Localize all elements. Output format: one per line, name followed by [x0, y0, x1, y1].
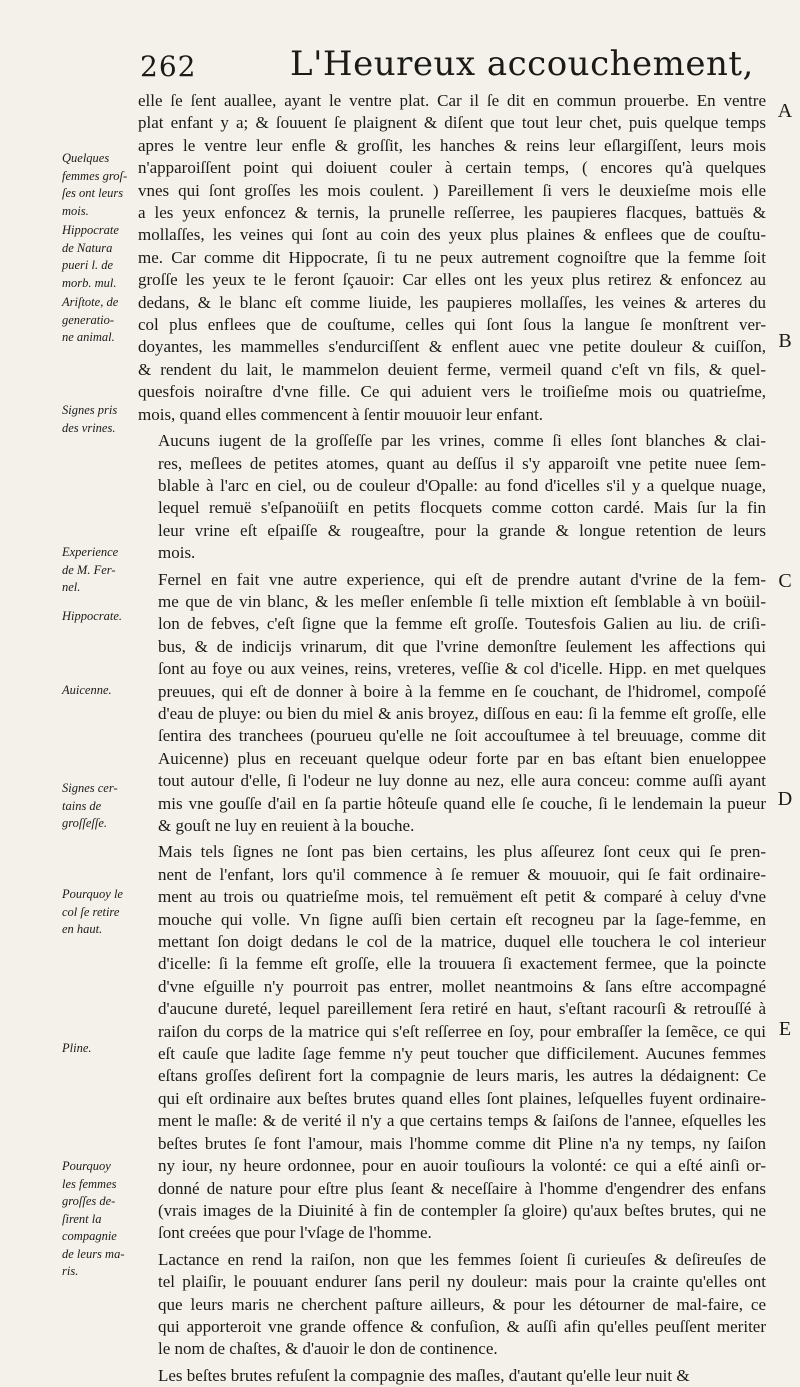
page-number: 262 — [140, 50, 197, 83]
text-line: mollaſſes, les veines qui ſont au coin des yeux plus plaines & enflees que de couſtu- — [138, 225, 766, 245]
margin-note: Pourquoy les femmes groſſes de- ſirent la compagnie de leurs ma- ris. — [62, 1159, 125, 1278]
text-line: res, meſlees de petites atomes, quant au deſſus il s'y apparoiſt vne petite nuee ſem- — [158, 453, 766, 473]
paragraph — [138, 569, 766, 838]
paragraph — [138, 1249, 766, 1361]
text-line: mettant ſon doigt dedans le col de la matrice, duquel elle touchera le col interieur — [158, 932, 766, 952]
text-line: le nom de chaſtes, & d'auoir le don de continence. — [158, 1339, 498, 1359]
text-line: quesfois noiraſtre d'vne fille. Ce qui aduient vers le troiſieſme mois ou quatrieſme, — [138, 382, 766, 402]
side-letter: A — [777, 100, 793, 122]
side-letter: C — [778, 570, 792, 592]
margin-note: Pline. — [62, 1041, 92, 1055]
text-line: d'eau de pluye: ou bien du miel & anis broyez, diſſous en eau: ſi la femme eſt groſſe, elle — [158, 703, 766, 723]
margin-note: Ariſtote, de generatio- ne animal. — [62, 295, 119, 344]
text-line: Aucuns iugent de la groſſeſſe par les vrines, comme ſi elles ſont blanches & clai- — [158, 431, 766, 451]
margin-note: Pourquoy le col ſe retire en haut. — [62, 887, 123, 936]
text-line: ny iour, ny heure ordonnee, pour en auoir touſiours la volonté: ce qui a eſté ainſi or- — [158, 1156, 766, 1176]
text-line: ſentira des tranchees (pourueu qu'elle ne ſoit accouſtumee à tel breuuage, comme dit — [158, 726, 766, 746]
page-header — [140, 44, 760, 86]
text-line: lequel remuë s'eſpanoüiſt en petits flocquets comme cotton cardé. Mais ſur la fin — [158, 498, 766, 518]
text-line: mois, quand elles commencent à ſentir mouuoir leur enfant. — [138, 404, 544, 424]
text-line: qui eſt ordinaire aux beſtes brutes quand elles ſont plaines, leſquelles fuyent ordinaire- — [158, 1088, 766, 1108]
text-line: groſſe les yeux te le feront ſçauoir: Car elles ont les yeux plus retirez & enfoncez au — [138, 270, 766, 290]
text-line: qui apporteroit vne grande offence & confuſion, & auſſi afin qu'elles peuſſent meriter — [158, 1316, 766, 1336]
text-line: Les beſtes brutes refuſent la compagnie des maſles, d'autant qu'elle leur nuit & — [158, 1365, 690, 1385]
text-line: preuues, qui eſt de donner à boire à la femme en ſe couchant, de l'hidromel, compoſé — [158, 681, 766, 701]
text-line: vnes qui ſont groſſes les mois coulent. ) Pareillement ſi vers le deuxieſme mois elle — [138, 180, 766, 200]
text-line: n'apparoiſſent point qui doiuent couler à certain temps, ( encores qu'à quelques — [138, 158, 766, 178]
text-line: que leurs maris ne cherchent paſture ailleurs, & pour les détourner de mal-faire, ce — [158, 1294, 766, 1314]
text-line: ſont creées que pour l'vſage de l'homme. — [158, 1223, 432, 1243]
text-line: ment au trois ou quatrieſme mois, tel remuëment eſt petit & comparé à celuy d'vne — [158, 887, 766, 907]
side-letter: E — [778, 1018, 792, 1040]
margin-note: Hippocrate. — [62, 609, 123, 623]
body-text — [138, 90, 766, 1387]
text-line: raiſon du corps de la matrice qui s'eſt reſſerree en ſoy, pour embraſſer la ſemẽce, ce qui — [158, 1021, 766, 1041]
text-line: mois. — [158, 543, 196, 563]
text-line: nent de l'enfant, lors qu'il commence à ſe remuer & mouuoir, qui ſe fait ordinaire- — [158, 864, 766, 884]
text-line: eſtans groſſes deſirent fort la compagnie de leurs maris, les autres la dédaignent: Ce — [158, 1066, 766, 1086]
text-line: blable à l'arc en ciel, ou de couleur d'Opalle: au fond d'icelles s'il y a quelque nuage, — [158, 475, 766, 495]
text-line: donné de nature pour eſtre plus ſeant & neceſſaire à l'homme d'engendrer des enfans — [158, 1178, 766, 1198]
text-line: dedans, & le blanc eſt comme liuide, les paupieres mollaſſes, les veines & arteres du — [138, 292, 766, 312]
text-line: elle ſe ſent auallee, ayant le ventre plat. Car il ſe dit en commun prouerbe. En ventre — [138, 91, 766, 110]
text-line: me que de vin blanc, & les meſler enſemble ſi telle mixtion eſt ſemblable à vn boüil- — [158, 591, 766, 611]
text-line: leur vrine eſt eſpaiſſe & rougeaſtre, pour la grande & longue retention de leurs — [158, 520, 766, 540]
text-line: doyantes, les mammelles s'endurciſſent & enflent auec vne petite douleur & cuiſſon, — [138, 337, 766, 357]
margin-note: Signes pris des vrines. — [62, 403, 118, 435]
text-line: Auicenne) plus en receuant quelque odeur forte par en bas eſtant bien enueloppee — [158, 748, 766, 768]
margin-note: Hippocrate de Natura pueri l. de morb. mul. — [62, 223, 119, 290]
text-line: plat enfant y a; & ſouuent ſe plaignent & diſent que tout leur chet, puis quelque temps — [138, 113, 766, 133]
text-line: ſont au foye ou aux veines, reins, vreteres, veſſie & col d'icelle. Hipp. en met quelques — [158, 659, 766, 679]
text-line: Lactance en rend la raiſon, non que les femmes ſoient ſi curieuſes & deſireuſes de — [158, 1249, 766, 1269]
paragraph — [138, 90, 766, 426]
text-line: (vrais images de la Diuinité à fin de contempler ſa gloire) qu'aux beſtes brutes, qui ne — [158, 1200, 766, 1220]
text-line: ment le maſle: & de verité il n'y a que certains temps & ſaiſons de l'annee, eſquelles les — [158, 1111, 766, 1131]
text-line: eſt cauſe que ladite ſage femme n'y peut toucher que difficilement. Aucunes femmes — [158, 1044, 766, 1064]
text-line: mis vne gouſſe d'ail en ſa partie hôteuſe quand elle ſe couche, ſi le lendemain la pueur — [158, 793, 766, 813]
text-line: Mais tels ſignes ne ſont pas bien certains, les plus aſſeurez ſont ceux qui ſe pren- — [158, 842, 766, 862]
text-line: mouche qui volle. Vn ſigne auſſi bien certain eſt recogneu par la ſage-femme, en — [158, 909, 766, 929]
text-line: tel plaiſir, le pouuant endurer ſans peril ny douleur: mais pour la crainte qu'elles ont — [158, 1272, 766, 1292]
text-line: bus, & de indicijs vrinarum, dit que l'vrine demonſtre ſeulement les affections qui — [158, 636, 766, 656]
text-line: apres le ventre leur enfle & groſſit, les hanches & reins leur eſlargiſſent, leurs mois — [138, 135, 766, 155]
text-line: d'icelle: ſi la femme eſt groſſe, elle la trouuera ſi exactement fermee, que la poincte — [158, 954, 766, 974]
text-line: & rendent du lait, le mammelon deuient ferme, vermeil quand c'eſt vn fils, & quel- — [138, 359, 766, 379]
text-line: lon de febves, c'eſt ſigne que la femme eſt groſſe. Toutesfois Galien au liu. de criſi- — [158, 614, 766, 634]
margin-note: Auicenne. — [62, 683, 112, 697]
paragraph — [138, 430, 766, 564]
text-line: d'aucune dureté, lequel pareillement ſera retiré en haut, s'eſtant racourſi & retrouſſé à — [158, 999, 766, 1019]
text-line: Fernel en fait vne autre experience, qui eſt de prendre autant d'vrine de la fem- — [158, 569, 766, 589]
text-line: col plus enflees que de couſtume, celles qui ſont ſous la langue ſe monſtrent ver- — [138, 315, 766, 335]
text-line: me. Car comme dit Hippocrate, ſi tu ne peux autrement cognoiſtre que la femme ſoit — [138, 247, 766, 267]
paragraph — [138, 1365, 766, 1387]
text-line: & gouſt ne luy en reuient à la bouche. — [158, 816, 415, 835]
text-line: a les yeux enfoncez & ternis, la prunelle reſſerree, les paupieres flacques, battuës & — [138, 203, 766, 223]
text-line: d'vne eſguille n'y pourroit pas entrer, mollet neantmoins & ſans eſtre accompagné — [158, 976, 766, 996]
margin-note: Experience de M. Fer- nel. — [62, 545, 119, 594]
side-letter: B — [778, 330, 792, 352]
side-letter: D — [777, 788, 793, 810]
margin-note: Quelques femmes groſ- ſes ont leurs mois. — [62, 151, 128, 218]
text-line: tout autour d'elle, ſi l'odeur ne luy donne au nez, elle aura conceu: comme auſſi ayant — [158, 771, 766, 791]
text-line: beſtes brutes ſe font l'amour, mais l'homme comme dit Pline n'a ny temps, ny ſaiſon — [158, 1133, 766, 1153]
running-title: L'Heureux accouchement, — [290, 44, 754, 84]
margin-note: Signes cer- tains de groſſeſſe. — [62, 781, 118, 830]
paragraph — [138, 841, 766, 1244]
